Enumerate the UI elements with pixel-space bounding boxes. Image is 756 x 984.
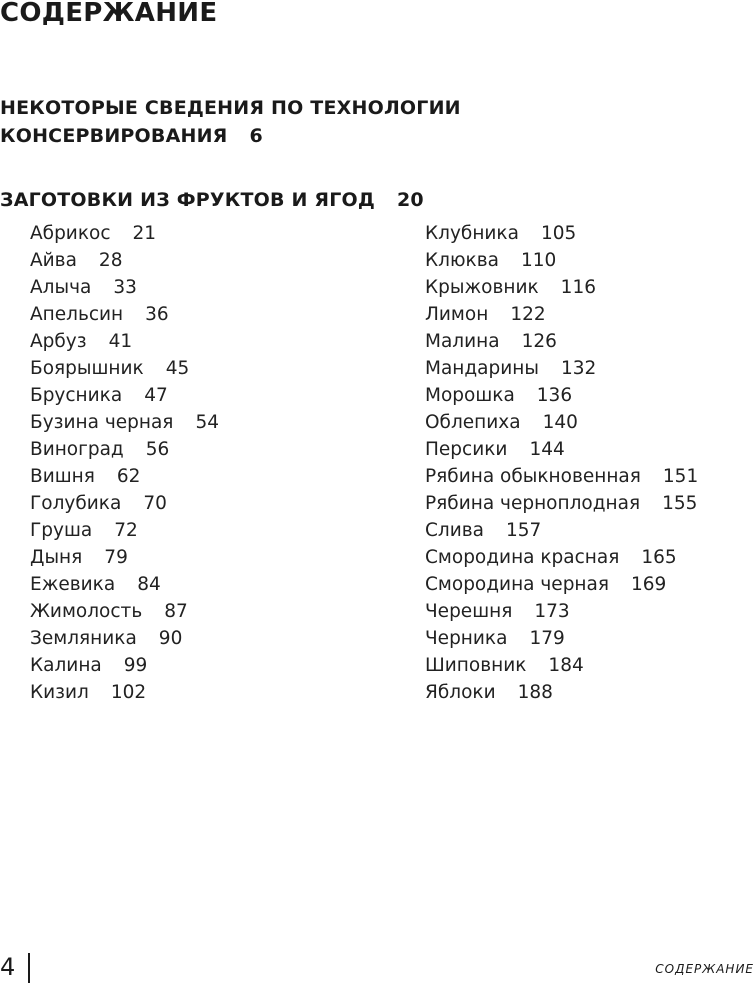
toc-entry-page: 173	[534, 601, 570, 622]
toc-entry-name: Яблоки	[425, 682, 496, 703]
toc-entry-name: Апельсин	[30, 304, 124, 325]
toc-entry-page: 169	[631, 574, 667, 595]
toc-entry-name: Жимолость	[30, 601, 143, 622]
toc-entry-page: 62	[116, 466, 141, 487]
toc-entry-page: 136	[536, 385, 573, 406]
toc-entry-page: 179	[529, 628, 565, 649]
toc-entry-name: Абрикос	[30, 223, 111, 244]
toc-entry-page: 28	[98, 250, 123, 271]
section-heading-technology[interactable]	[0, 94, 461, 150]
toc-entry-page: 21	[132, 223, 157, 244]
toc-list-right	[425, 220, 698, 706]
toc-entry-name: Лимон	[425, 304, 489, 325]
toc-entry-page: 84	[137, 574, 161, 595]
toc-entry[interactable]	[30, 463, 219, 490]
toc-entry-page: 122	[510, 304, 546, 325]
toc-entry-page: 110	[520, 250, 557, 271]
toc-entry[interactable]	[425, 625, 698, 652]
toc-entry[interactable]	[30, 625, 219, 652]
toc-entry-page: 70	[143, 493, 167, 514]
footer-page-number: 4	[0, 953, 16, 981]
toc-entry[interactable]	[30, 571, 219, 598]
toc-entry[interactable]	[425, 517, 698, 544]
toc-entry-page: 41	[108, 331, 133, 352]
toc-entry[interactable]	[425, 409, 698, 436]
toc-entry-name: Смородина черная	[425, 574, 609, 595]
toc-entry[interactable]	[425, 652, 698, 679]
toc-entry-name: Рябина обыкновенная	[425, 466, 641, 487]
toc-entry-name: Арбуз	[30, 331, 87, 352]
toc-entry-name: Айва	[30, 250, 77, 271]
toc-entry-name: Малина	[425, 331, 500, 352]
toc-entry[interactable]	[30, 490, 219, 517]
toc-entry-name: Мандарины	[425, 358, 539, 379]
toc-entry-page: 151	[662, 466, 699, 487]
toc-entry[interactable]	[30, 301, 219, 328]
toc-entry-name: Брусника	[30, 385, 123, 406]
toc-entry[interactable]	[425, 679, 698, 706]
toc-entry-page: 184	[548, 655, 584, 676]
toc-entry[interactable]	[425, 463, 698, 490]
toc-entry-name: Клюква	[425, 250, 499, 271]
toc-entry[interactable]	[30, 382, 219, 409]
toc-entry-page: 56	[145, 439, 170, 460]
toc-entry[interactable]	[425, 328, 698, 355]
toc-entry[interactable]	[30, 517, 219, 544]
toc-entry-name: Клубника	[425, 223, 519, 244]
toc-entry[interactable]	[30, 274, 219, 301]
toc-entry-name: Облепиха	[425, 412, 521, 433]
toc-entry-page: 99	[123, 655, 148, 676]
toc-entry-name: Алыча	[30, 277, 92, 298]
toc-entry[interactable]	[425, 544, 698, 571]
toc-entry-page: 157	[506, 520, 542, 541]
toc-entry-page: 188	[517, 682, 553, 703]
toc-entry[interactable]	[425, 247, 698, 274]
section-title: ЗАГОТОВКИ ИЗ ФРУКТОВ И ЯГОД	[0, 189, 375, 211]
section-page-number: 20	[397, 189, 424, 211]
toc-entry-page: 102	[110, 682, 147, 703]
toc-entry-page: 90	[158, 628, 183, 649]
toc-entry-page: 33	[113, 277, 137, 298]
toc-entry-name: Вишня	[30, 466, 95, 487]
toc-entry-name: Черешня	[425, 601, 513, 622]
toc-entry-page: 140	[542, 412, 578, 433]
toc-entry-page: 54	[195, 412, 219, 433]
toc-entry-page: 45	[165, 358, 190, 379]
toc-entry[interactable]	[425, 274, 698, 301]
toc-entry-name: Черника	[425, 628, 508, 649]
toc-entry[interactable]	[425, 571, 698, 598]
toc-entry[interactable]	[30, 652, 219, 679]
toc-list-left	[30, 220, 219, 706]
toc-entry-page: 126	[521, 331, 557, 352]
toc-entry[interactable]	[30, 544, 219, 571]
section-title-line-1: НЕКОТОРЫЕ СВЕДЕНИЯ ПО ТЕХНОЛОГИИ	[0, 97, 461, 119]
toc-entry[interactable]	[30, 220, 219, 247]
toc-entry[interactable]	[425, 220, 698, 247]
toc-entry-page: 132	[561, 358, 597, 379]
toc-entry-name: Ежевика	[30, 574, 116, 595]
toc-entry-name: Персики	[425, 439, 508, 460]
toc-entry-name: Шиповник	[425, 655, 527, 676]
section-heading-fruits-berries[interactable]	[0, 186, 424, 214]
toc-entry[interactable]	[30, 247, 219, 274]
toc-entry[interactable]	[30, 679, 219, 706]
toc-entry-name: Бузина черная	[30, 412, 174, 433]
toc-entry[interactable]	[425, 490, 698, 517]
toc-entry[interactable]	[425, 382, 698, 409]
toc-entry-name: Крыжовник	[425, 277, 539, 298]
toc-entry-page: 72	[114, 520, 138, 541]
toc-entry-page: 87	[164, 601, 188, 622]
toc-entry-name: Боярышник	[30, 358, 144, 379]
toc-entry-name: Земляника	[30, 628, 137, 649]
toc-entry-page: 165	[641, 547, 677, 568]
toc-entry-page: 155	[662, 493, 698, 514]
toc-entry-name: Груша	[30, 520, 93, 541]
toc-entry[interactable]	[30, 436, 219, 463]
toc-entry[interactable]	[30, 328, 219, 355]
toc-entry-page: 144	[529, 439, 565, 460]
toc-entry[interactable]	[425, 598, 698, 625]
toc-entry-name: Виноград	[30, 439, 124, 460]
toc-entry-name: Слива	[425, 520, 485, 541]
footer-divider	[28, 953, 30, 983]
toc-entry[interactable]	[425, 436, 698, 463]
toc-entry[interactable]	[30, 355, 219, 382]
toc-entry-name: Морошка	[425, 385, 515, 406]
toc-entry-page: 116	[560, 277, 596, 298]
toc-entry-name: Кизил	[30, 682, 89, 703]
footer-running-title: СОДЕРЖАНИЕ	[655, 962, 754, 976]
toc-entry-page: 105	[540, 223, 577, 244]
toc-entry-page: 79	[104, 547, 128, 568]
toc-entry-name: Голубика	[30, 493, 122, 514]
toc-entry-page: 36	[145, 304, 169, 325]
section-page-number: 6	[249, 125, 263, 147]
toc-entry[interactable]	[30, 598, 219, 625]
toc-entry-name: Рябина черноплодная	[425, 493, 641, 514]
toc-entry[interactable]	[425, 301, 698, 328]
page-title: СОДЕРЖАНИЕ	[0, 0, 218, 28]
toc-entry-page: 47	[144, 385, 168, 406]
toc-entry[interactable]	[30, 409, 219, 436]
toc-entry-name: Дыня	[30, 547, 83, 568]
toc-entry-name: Смородина красная	[425, 547, 620, 568]
toc-entry-name: Калина	[30, 655, 102, 676]
toc-entry[interactable]	[425, 355, 698, 382]
section-title-line-2: КОНСЕРВИРОВАНИЯ	[0, 125, 228, 147]
